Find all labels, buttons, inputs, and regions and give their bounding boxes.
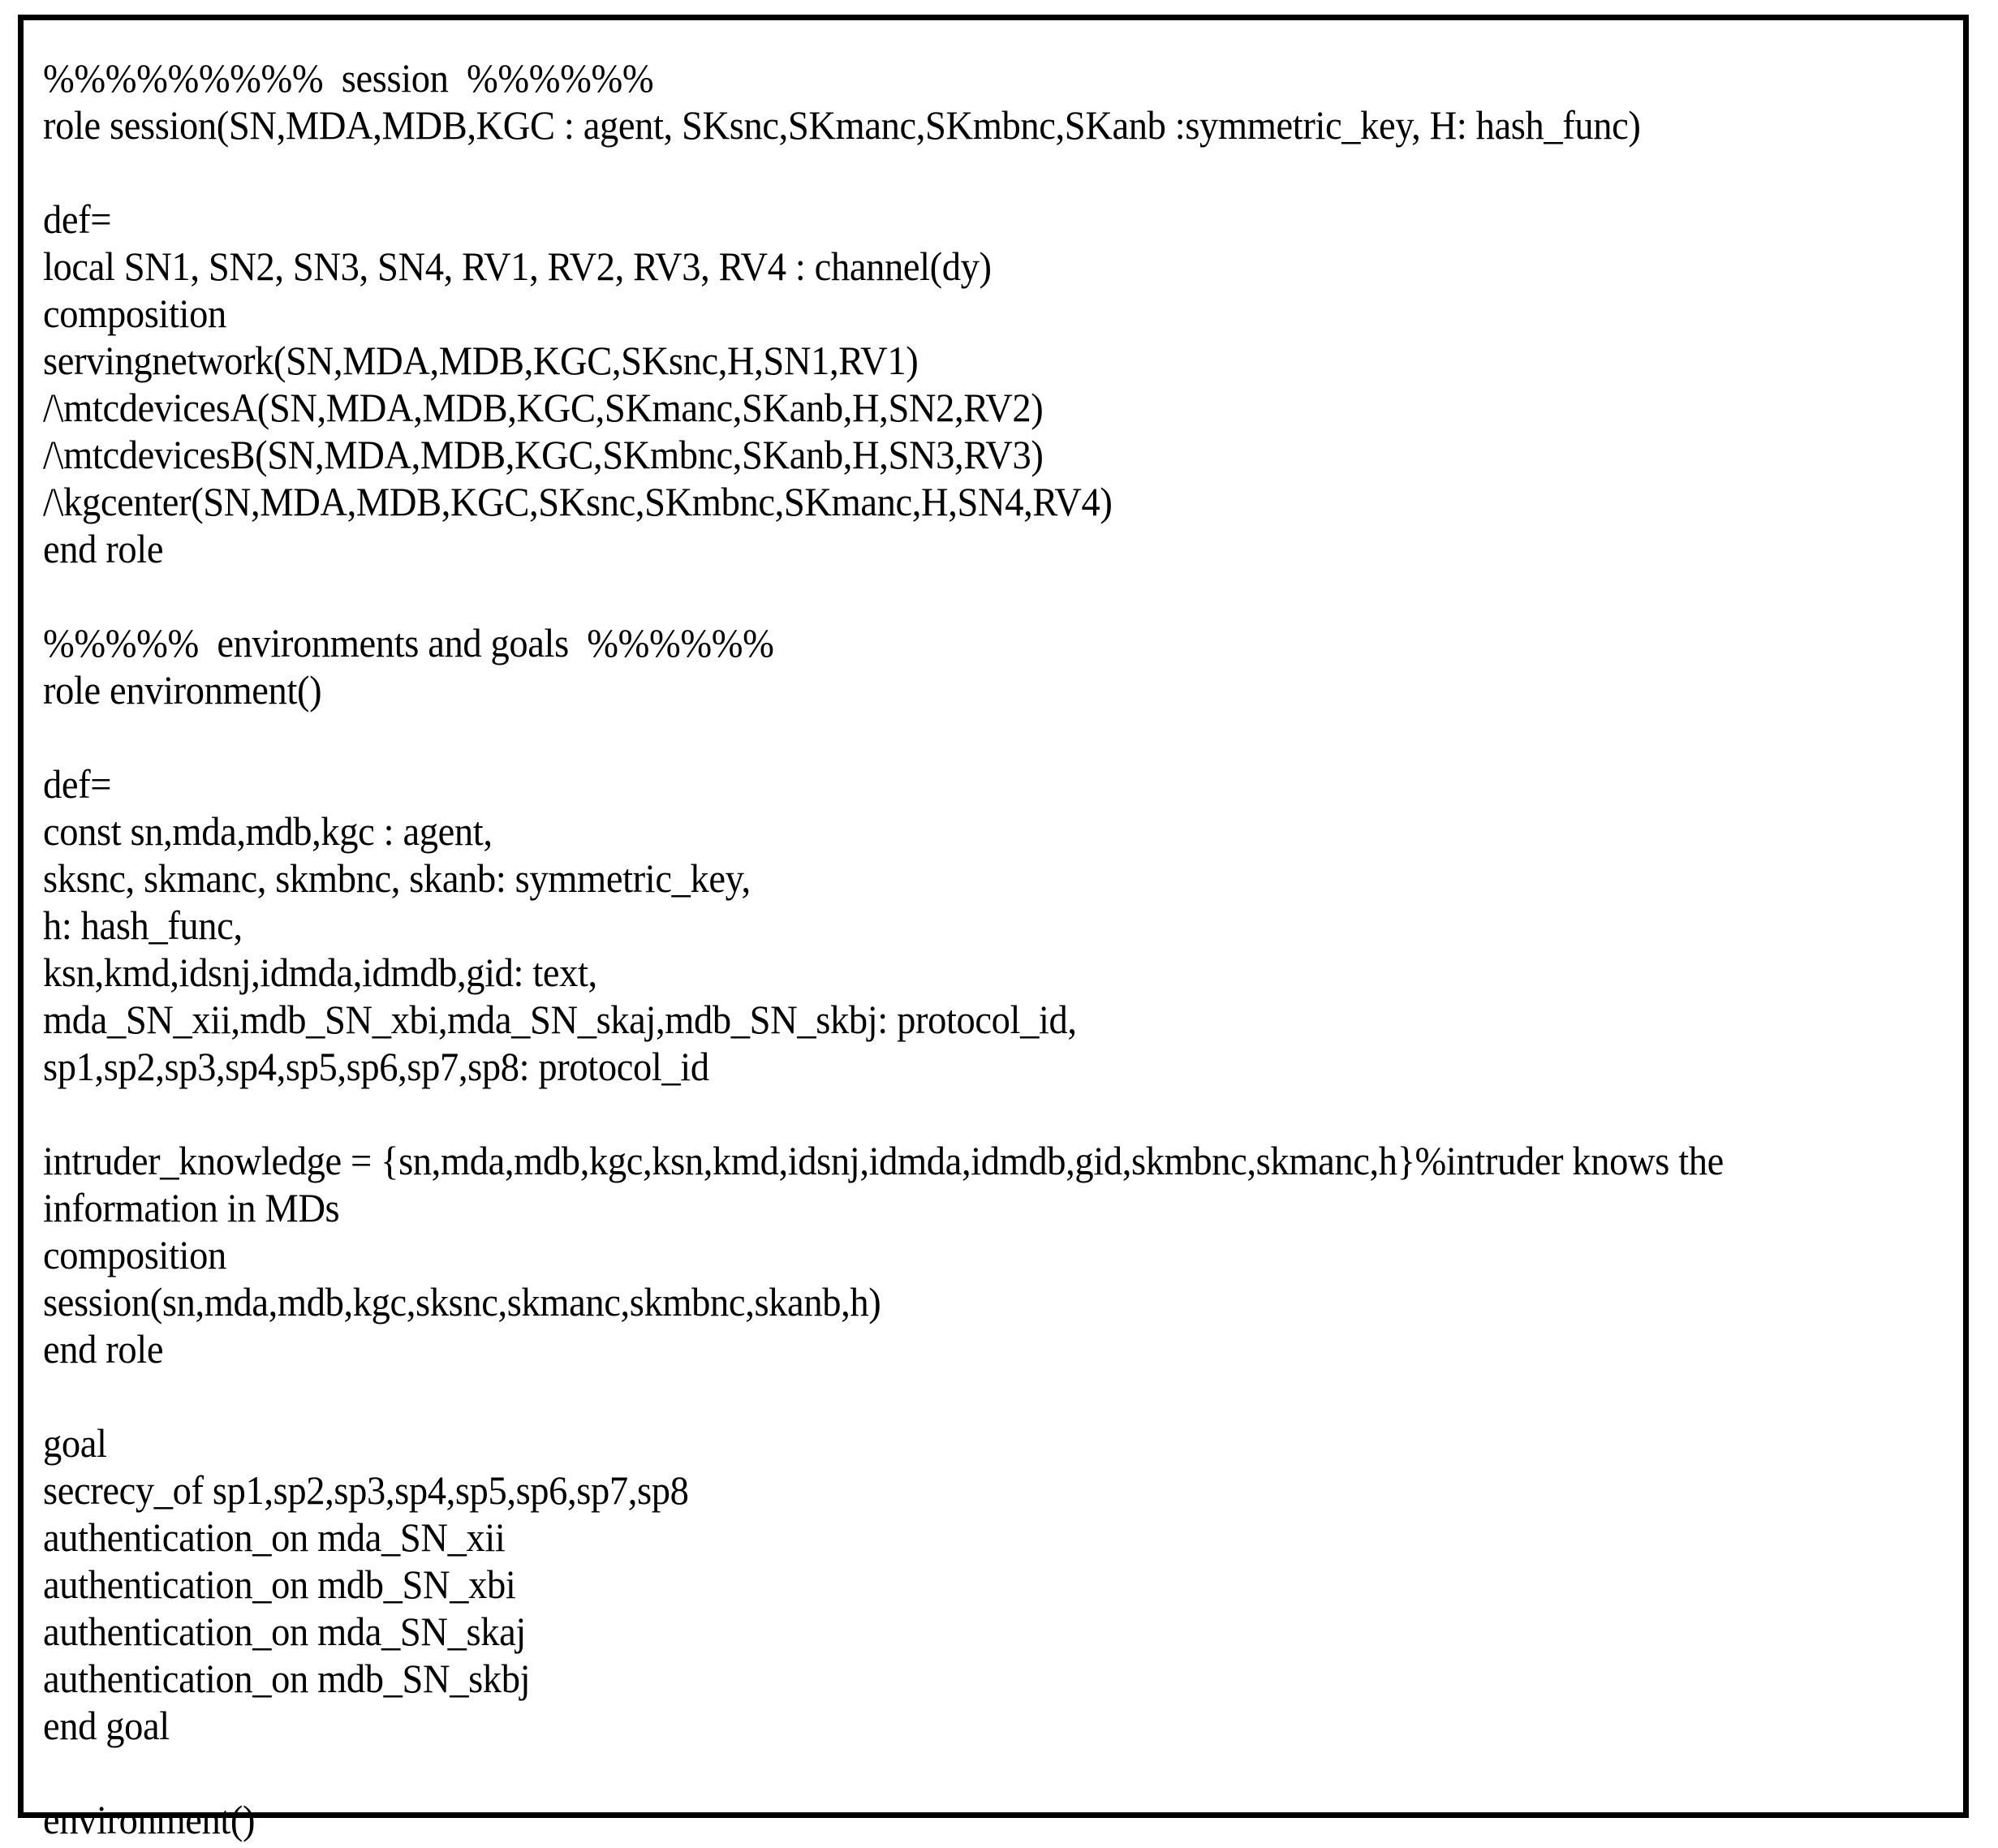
code-line: %%%%% environments and goals %%%%%% (43, 620, 774, 666)
code-line: authentication_on mdb_SN_skbj (43, 1656, 531, 1701)
code-line: authentication_on mdb_SN_xbi (43, 1562, 516, 1607)
code-line: end role (43, 526, 164, 571)
code-line: def= (43, 761, 112, 807)
code-line: sp1,sp2,sp3,sp4,sp5,sp6,sp7,sp8: protocol_id (43, 1044, 709, 1089)
code-line: servingnetwork(SN,MDA,MDB,KGC,SKsnc,H,SN1,RV1) (43, 338, 919, 383)
code-line: h: hash_func, (43, 902, 243, 948)
code-line: session(sn,mda,mdb,kgc,sksnc,skmanc,skmbnc,skanb,h) (43, 1279, 881, 1325)
code-line: def= (43, 196, 112, 242)
code-line: secrecy_of sp1,sp2,sp3,sp4,sp5,sp6,sp7,sp8 (43, 1467, 689, 1513)
code-line: mda_SN_xii,mdb_SN_xbi,mda_SN_skaj,mdb_SN_skbj: protocol_id, (43, 997, 1077, 1042)
code-line: information in MDs (43, 1185, 340, 1230)
code-line: authentication_on mda_SN_xii (43, 1514, 506, 1560)
code-line: authentication_on mda_SN_skaj (43, 1609, 526, 1654)
code-listing-frame (18, 15, 1969, 1842)
code-line: /\mtcdevicesA(SN,MDA,MDB,KGC,SKmanc,SKanb,H,SN2,RV2) (43, 385, 1044, 430)
code-line-blank (43, 1090, 1828, 1137)
code-line: environment() (43, 1797, 256, 1842)
code-line: const sn,mda,mdb,kgc : agent, (43, 808, 493, 854)
code-line: end goal (43, 1703, 170, 1748)
code-line: %%%%%%%%% session %%%%%% (43, 55, 654, 101)
code-line-blank (43, 1372, 1828, 1419)
code-line: ksn,kmd,idsnj,idmda,idmdb,gid: text, (43, 950, 597, 995)
code-line-blank (43, 1749, 1828, 1796)
code-line-blank (43, 572, 1828, 619)
code-line: composition (43, 1232, 226, 1277)
code-line-blank (43, 713, 1828, 760)
code-line: goal (43, 1420, 107, 1466)
code-line: local SN1, SN2, SN3, SN4, RV1, RV2, RV3, RV4 : channel(dy) (43, 243, 992, 289)
code-line: role environment() (43, 667, 322, 713)
code-line: sksnc, skmanc, skmbnc, skanb: symmetric_key, (43, 855, 751, 901)
code-line: end role (43, 1326, 164, 1372)
code-line: composition (43, 291, 226, 336)
code-line-blank (43, 149, 1828, 196)
code-line: /\kgcenter(SN,MDA,MDB,KGC,SKsnc,SKmbnc,SKmanc,H,SN4,RV4) (43, 479, 1113, 524)
code-listing-body (24, 20, 1963, 1843)
code-line: role session(SN,MDA,MDB,KGC : agent, SKsnc,SKmanc,SKmbnc,SKanb :symmetric_key, H: hash_func) (43, 102, 1641, 148)
code-line: /\mtcdevicesB(SN,MDA,MDB,KGC,SKmbnc,SKanb,H,SN3,RV3) (43, 432, 1044, 477)
code-line: intruder_knowledge = {sn,mda,mdb,kgc,ksn,kmd,idsnj,idmda,idmdb,gid,skmbnc,skmanc,h}%intruder knows the (43, 1138, 1724, 1183)
